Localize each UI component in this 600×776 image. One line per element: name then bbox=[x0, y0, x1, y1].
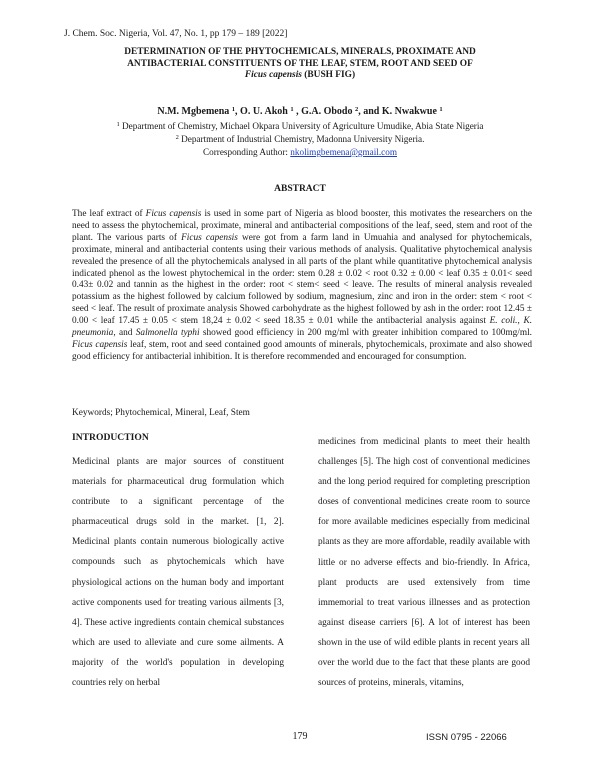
abstract-text: were got from a farm land in Umuahia and analysed for phytochemicals, proximate, mineral and antibacterial contents using their various methods of analysis. Qualitative phytochemical analysis revealed the presence of all the phytochemicals analysed in all parts of the plant while quantitative phytochemical analysis indicated phenol as the lowest phytochemical in the order: stem 0.28 ± 0.02 < root 0.32 ± 0.00 < leaf 0.35 ± 0.01< seed 0.43± 0.02 and tannin as the highest in the order: root < stem< seed < leave. The results of mineral analysis revealed potassium as the highest followed by calcium followed by sodium, magnesium, zinc and iron in the order: stem < root < seed < leaf. The result of proximate analysis Showed carbohydrate as the highest followed by ash in the order: root 12.45 ± 0.00 < leaf 17.45 ± 0.05 < stem 18,24 ± 0.02 < seed 18.35 ± 0.01 while the antibacterial analysis against bbox=[72, 232, 532, 327]
species-name: Ficus capensis bbox=[145, 209, 202, 219]
affiliation-mark: 2 bbox=[175, 134, 179, 141]
abstract-text: is used in some part of Nigeria as blood booster, this motivates the researchers on the need to assess the phytochemical, proximate, mineral and antibacterial compositions of the leaf, seed, stem and root of the plant. The various parts of bbox=[72, 209, 533, 243]
abstract-text: , bbox=[517, 316, 520, 327]
affiliation-1 bbox=[60, 120, 540, 133]
affiliation-text: Department of Chemistry, Michael Okpara University of Agriculture Umudike, Abia State Nigeria bbox=[122, 121, 484, 131]
species-name: Ficus capensis bbox=[181, 232, 238, 243]
title-line-1: DETERMINATION OF THE PHYTOCHEMICALS, MINERALS, PROXIMATE AND bbox=[124, 47, 476, 57]
intro-heading: INTRODUCTION bbox=[72, 432, 149, 443]
intro-paragraph: Medicinal plants are major sources of constituent materials for pharmaceutical drug formulation which contribute to a significant percentage of the pharmaceutical drugs sold in the market. [1, 2]. Medicinal plants contain numerous biologically active compounds such as phytochemicals which have physiological actions on the human body and important active components used for treating various ailments [3, 4]. These active ingredients contain chemical substances which are used to alleviate and cure some ailments. A majority of the world's population in developing countries rely on herbal bbox=[72, 457, 284, 689]
author-affil-mark: 1 bbox=[439, 106, 443, 113]
bacteria-name: Salmonella typhi bbox=[135, 328, 200, 339]
abstract-body bbox=[72, 209, 532, 364]
author-affil-mark: 1 bbox=[231, 106, 236, 113]
corresponding-label: Corresponding Author: bbox=[203, 147, 288, 157]
affiliation-mark: 1 bbox=[116, 121, 120, 128]
author-email-link[interactable]: nkolimgbemena@gmail.com bbox=[290, 147, 397, 157]
author-name: G.A. Obodo bbox=[301, 106, 353, 117]
intro-paragraph-continued: medicines from medicinal plants to meet their health challenges [5]. The high cost of conventional medicines and the long period required for completing prescription doses of conventional medicines create room to source for more available medicines especially from medicinal plants as they are more affordable, readily available with little or no adverse effects and bio-friendly. In Africa, plant products are used extensively from time immemorial to treat various illnesses and as protection against disease carriers [6]. A lot of interest has been shown in the use of wild edible plants in recent years all over the world due to the fact that these plants are good sources of proteins, minerals, vitamins, bbox=[318, 437, 530, 689]
species-name: Ficus capensis bbox=[72, 339, 128, 350]
author-name: N.M. Mgbemena bbox=[157, 106, 230, 117]
author-list: N.M. Mgbemena $^1$, O. U. Akoh $^1$ , G.A. Obodo $^2$, and K. Nwakwue $^1$ bbox=[157, 106, 443, 117]
author-affil-mark: 2 bbox=[355, 106, 359, 113]
paper-title bbox=[60, 47, 540, 82]
journal-citation: J. Chem. Soc. Nigeria, Vol. 47, No. 1, pp 179 – 189 [2022] bbox=[64, 29, 288, 39]
author-name: K. Nwakwue bbox=[381, 106, 437, 117]
issn-label: ISSN 0795 - 22066 bbox=[426, 732, 507, 743]
intro-column-left bbox=[72, 432, 284, 693]
bacteria-name: E. coli. bbox=[489, 316, 518, 327]
intro-column-right bbox=[318, 432, 530, 693]
affiliation-2 bbox=[60, 133, 540, 146]
author-name: O. U. Akoh bbox=[240, 106, 288, 117]
title-line-2: ANTIBACTERIAL CONSTITUENTS OF THE LEAF, STEM, ROOT AND SEED OF bbox=[127, 58, 473, 69]
page-number: 179 bbox=[292, 731, 308, 742]
title-species: Ficus capensis bbox=[244, 70, 302, 80]
author-affil-mark: 1 bbox=[290, 106, 294, 113]
corresponding-author bbox=[60, 146, 540, 159]
keywords: Keywords; Phytochemical, Mineral, Leaf, Stem bbox=[72, 408, 250, 418]
bacteria-name: K. pneumonia bbox=[72, 316, 533, 339]
abstract-text: , and bbox=[113, 328, 133, 339]
abstract-text: The leaf extract of bbox=[72, 209, 143, 219]
abstract-heading: ABSTRACT bbox=[274, 184, 326, 194]
abstract-text: leaf, stem, root and seed contained good amounts of minerals, phytochemicals, proximate and also showed good efficiency for antibacterial inhibition. It is therefore recommended and encouraged for consumption. bbox=[72, 339, 533, 362]
abstract-text: showed good efficiency in 200 mg/ml with greater inhibition compared to 100mg/ml. bbox=[202, 328, 532, 339]
affiliation-text: Department of Industrial Chemistry, Madonna University Nigeria. bbox=[181, 134, 425, 144]
title-common-name: (BUSH FIG) bbox=[304, 70, 356, 80]
title-line-3 bbox=[60, 70, 540, 82]
